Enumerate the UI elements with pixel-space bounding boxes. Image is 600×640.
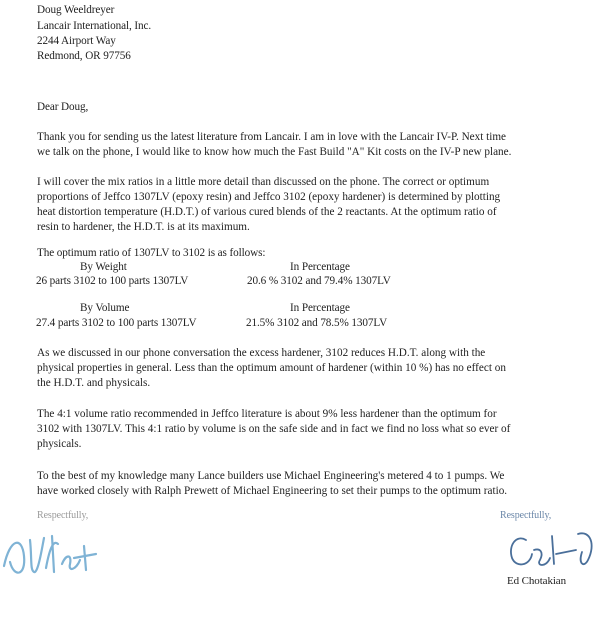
paragraph-5 xyxy=(37,469,582,499)
paragraph-3 xyxy=(37,346,582,391)
paragraph-line: 3102 with 1307LV. This 4:1 ratio by volume is on the safe side and in fact we find no loss what so ever of xyxy=(37,423,511,435)
volume-percentage: 21.5% 3102 and 78.5% 1307LV xyxy=(246,317,388,329)
volume-percentage-heading: In Percentage xyxy=(290,302,350,314)
closing-left: Respectfully, xyxy=(37,510,89,521)
weight-parts: 26 parts 3102 to 100 parts 1307LV xyxy=(36,275,189,287)
weight-percentage-heading: In Percentage xyxy=(290,261,350,273)
weight-heading: By Weight xyxy=(80,261,127,273)
paragraph-2 xyxy=(37,175,582,235)
paragraph-line: we talk on the phone, I would like to know how much the Fast Build "A" Kit costs on the IV-P new plane. xyxy=(37,146,512,158)
paragraph-line: physical properties in general. Less than the optimum amount of hardener (within 10 %) has no effect on xyxy=(37,362,506,374)
paragraph-line: I will cover the mix ratios in a little more detail than discussed on the phone. The correct or optimum xyxy=(37,176,490,188)
closing-right: Respectfully, xyxy=(500,510,552,521)
volume-heading: By Volume xyxy=(80,302,130,314)
paragraph-line: the H.D.T. and physicals. xyxy=(37,377,151,389)
paragraph-line: physicals. xyxy=(37,438,82,450)
ratio-intro: The optimum ratio of 1307LV to 3102 is as follows: xyxy=(37,247,266,259)
paragraph-line: The 4:1 volume ratio recommended in Jeffco literature is about 9% less hardener than the optimum for xyxy=(37,408,497,420)
salutation: Dear Doug, xyxy=(37,101,89,113)
paragraph-line: To the best of my knowledge many Lance builders use Michael Engineering's metered 4 to 1 pumps. We xyxy=(37,470,505,482)
paragraph-4 xyxy=(37,407,582,452)
paragraph-line: heat distortion temperature (H.D.T.) of various cured blends of the 2 reactants. At the optimum ratio of xyxy=(37,206,497,218)
paragraph-line: proportions of Jeffco 1307LV (epoxy resin) and Jeffco 3102 (epoxy hardener) is determined by plotting xyxy=(37,191,501,203)
recipient-city: Redmond, OR 97756 xyxy=(37,50,131,62)
paragraph-line: resin to hardener, the H.D.T. is at its maximum. xyxy=(37,221,250,233)
recipient-company: Lancair International, Inc. xyxy=(37,20,152,32)
recipient-name: Doug Weeldreyer xyxy=(37,4,115,16)
signature-left xyxy=(0,518,110,588)
recipient-street: 2244 Airport Way xyxy=(37,35,116,47)
signer-name: Ed Chotakian xyxy=(507,575,566,587)
paragraph-line: have worked closely with Ralph Prewett of Michael Engineering to set their pumps to the optimum ratio. xyxy=(37,485,508,497)
signature-right xyxy=(500,520,600,580)
paragraph-line: As we discussed in our phone conversation the excess hardener, 3102 reduces H.D.T. along with the xyxy=(37,347,486,359)
paragraph-line: Thank you for sending us the latest literature from Lancair. I am in love with the Lancair IV-P. Next time xyxy=(37,131,507,143)
weight-percentage: 20.6 % 3102 and 79.4% 1307LV xyxy=(247,275,391,287)
volume-parts: 27.4 parts 3102 to 100 parts 1307LV xyxy=(36,317,197,329)
paragraph-1 xyxy=(37,130,582,160)
